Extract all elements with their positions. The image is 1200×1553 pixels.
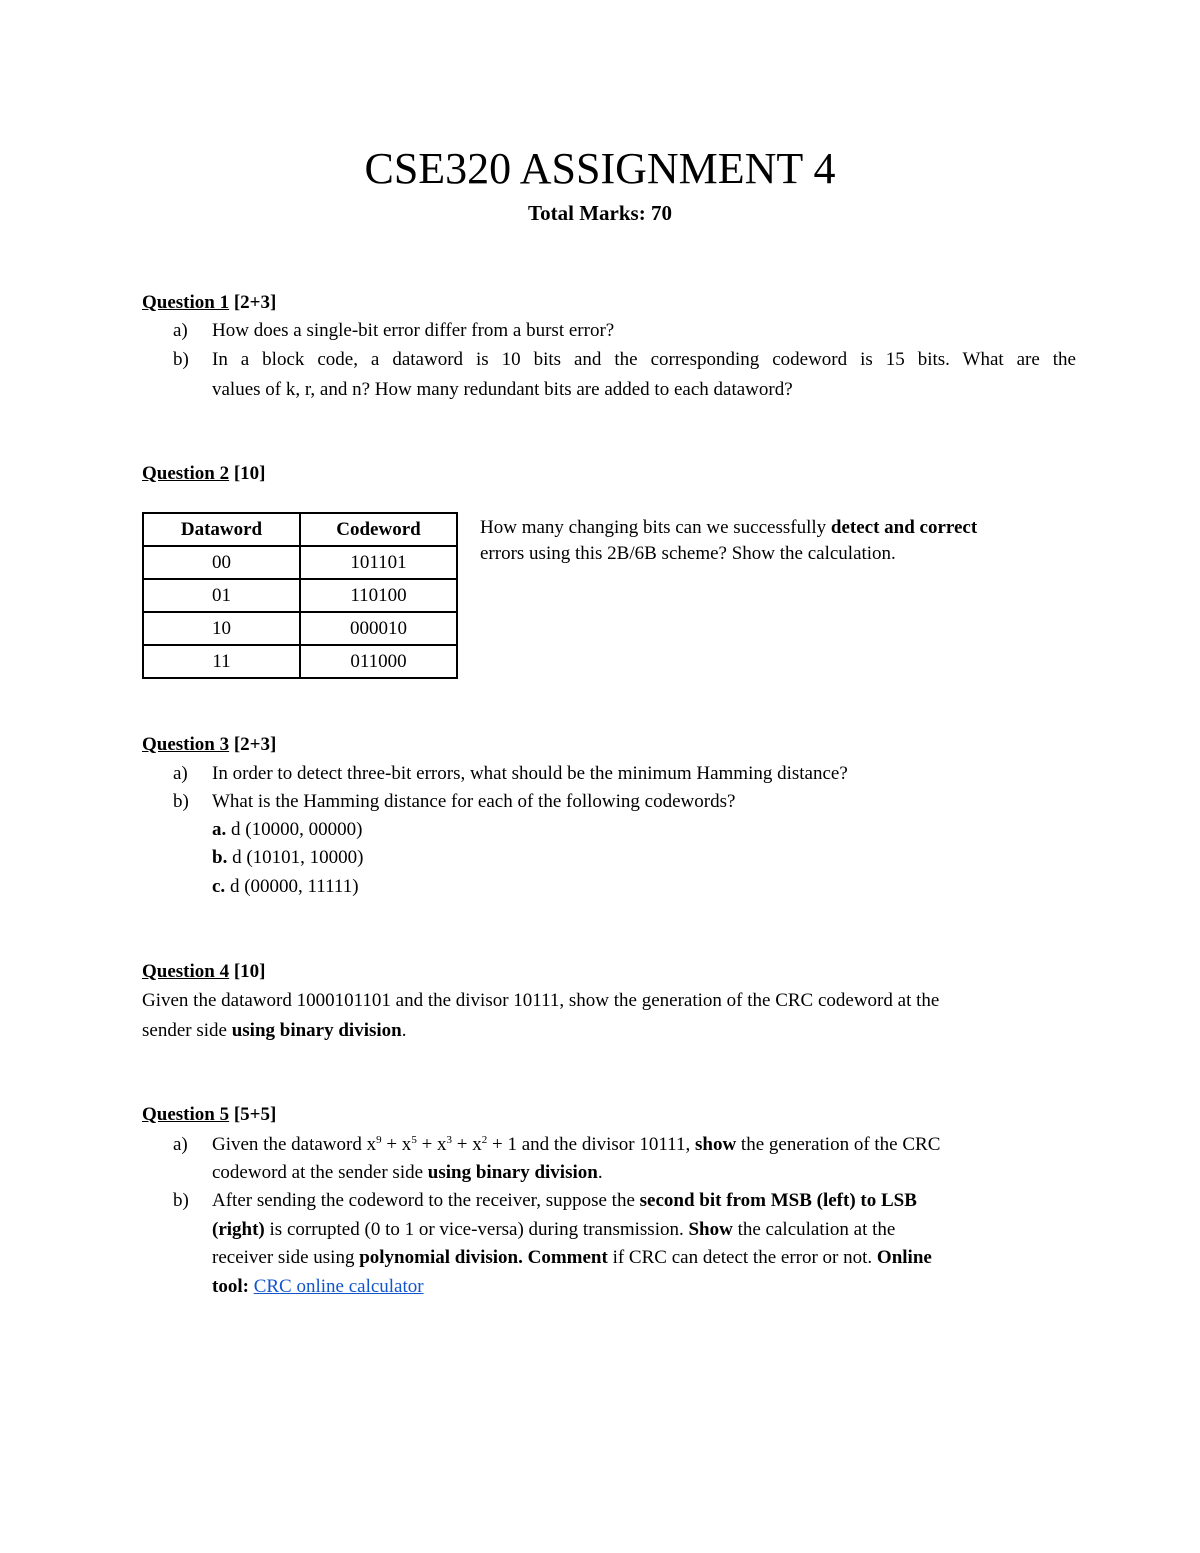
question-5b-text: receiver side using — [212, 1247, 360, 1268]
list-item-text: d (10000, 00000) — [226, 819, 363, 840]
question-2-text: How many changing bits can we successfully — [480, 517, 831, 538]
question-4-text-line2 — [142, 1019, 406, 1043]
exponent: 9 — [376, 1134, 382, 1146]
exponent: 5 — [411, 1134, 417, 1146]
total-marks: Total Marks: 70 — [528, 201, 672, 225]
list-item-label: a. — [212, 819, 227, 840]
list-item — [212, 818, 362, 842]
question-5b-text: After sending the codeword to the receiver, suppose the — [212, 1190, 640, 1211]
question-5b-label: b) — [173, 1190, 189, 1211]
list-item-label: c. — [212, 876, 226, 897]
table-row — [143, 546, 457, 579]
document-title: CSE320 ASSIGNMENT 4 — [364, 144, 836, 193]
codeword-table — [142, 512, 458, 679]
crc-calculator-link[interactable]: CRC online calculator — [253, 1276, 424, 1297]
table-cell: 000010 — [300, 612, 457, 645]
question-5b-text: the calculation at the — [732, 1219, 896, 1240]
question-1a-label: a) — [173, 320, 188, 341]
question-4-marks: [10] — [233, 961, 266, 982]
table-cell: 00 — [143, 546, 300, 579]
question-3-marks: [2+3] — [233, 734, 277, 755]
question-4-period: . — [401, 1020, 407, 1041]
question-5a-period: . — [597, 1162, 603, 1183]
table-header-dataword: Dataword — [143, 513, 300, 546]
question-2-marks: [10] — [233, 463, 266, 484]
question-1a-text: How does a single-bit error differ from a burst error? — [212, 320, 615, 341]
table-header-codeword: Codeword — [300, 513, 457, 546]
question-2-title: Question 2 — [142, 463, 230, 484]
dataword-text: Given the dataword x — [212, 1134, 377, 1155]
tool-label: tool: — [212, 1276, 249, 1297]
polynomial-term: + x — [381, 1134, 412, 1155]
table-cell: 10 — [143, 612, 300, 645]
question-5b-text-line4 — [212, 1275, 424, 1299]
question-5a-rest: the generation of the CRC — [736, 1134, 941, 1155]
table-row — [143, 645, 457, 678]
question-5b-text: if CRC can detect the error or not. — [607, 1247, 877, 1268]
question-1b-text-line2: values of k, r, and n? How many redundant bits are added to each dataword? — [212, 379, 793, 400]
question-1b-label: b) — [173, 349, 189, 370]
question-1-heading — [142, 291, 276, 315]
table-cell: 01 — [143, 579, 300, 612]
question-2-emphasis: detect and correct — [830, 517, 978, 538]
question-3-heading — [142, 733, 276, 757]
question-5b-emphasis: polynomial division. — [359, 1247, 523, 1268]
list-item-label: b. — [212, 847, 228, 868]
question-5b-emphasis: second bit from MSB (left) to LSB — [639, 1190, 917, 1211]
question-4-heading — [142, 960, 266, 984]
question-5-marks: [5+5] — [233, 1104, 277, 1125]
question-1-title: Question 1 — [142, 292, 230, 313]
table-header-row — [143, 513, 457, 546]
table-cell: 101101 — [300, 546, 457, 579]
question-2-text-line1 — [480, 516, 977, 540]
exponent: 2 — [481, 1134, 488, 1146]
question-5b-text-line1 — [212, 1189, 917, 1213]
question-5b-emphasis: (right) — [212, 1219, 265, 1240]
list-item-text: d (00000, 11111) — [225, 876, 359, 897]
show-emphasis: show — [694, 1134, 737, 1155]
table-row — [143, 579, 457, 612]
question-3a-label: a) — [173, 763, 188, 784]
table-cell: 11 — [143, 645, 300, 678]
question-1-marks: [2+3] — [233, 292, 277, 313]
question-4-emphasis: using binary division — [231, 1020, 402, 1041]
question-5a-label: a) — [173, 1134, 188, 1155]
question-5b-text-line3 — [212, 1246, 932, 1270]
table-cell: 110100 — [300, 579, 457, 612]
question-2-text-line2: errors using this 2B/6B scheme? Show the calculation. — [480, 543, 896, 564]
list-item — [212, 846, 363, 870]
question-3a-text: In order to detect three-bit errors, what should be the minimum Hamming distance? — [212, 763, 848, 784]
question-3b-label: b) — [173, 791, 189, 812]
question-5a-text-line2 — [212, 1161, 603, 1185]
question-4-text-line1: Given the dataword 1000101101 and the divisor 10111, show the generation of the CRC codeword at the — [142, 990, 940, 1011]
online-emphasis: Online — [876, 1247, 932, 1268]
list-item-text: d (10101, 10000) — [227, 847, 364, 868]
table-row — [143, 612, 457, 645]
question-5a-emphasis: using binary division — [427, 1162, 598, 1183]
polynomial-term: + x — [452, 1134, 482, 1155]
divisor-text: + 1 and the divisor 10111, — [487, 1134, 695, 1155]
question-5-title: Question 5 — [142, 1104, 230, 1125]
question-4-title: Question 4 — [142, 961, 230, 982]
question-5-heading — [142, 1103, 276, 1127]
question-5b-text-line2 — [212, 1218, 895, 1242]
question-5a-text-line1 — [212, 1133, 940, 1157]
question-3b-text: What is the Hamming distance for each of the following codewords? — [212, 791, 736, 812]
exponent: 3 — [446, 1134, 453, 1146]
question-4-text: sender side — [142, 1020, 232, 1041]
question-1b-text-line1: In a block code, a dataword is 10 bits and the corresponding codeword is 15 bits. What are the — [212, 349, 1076, 370]
table-cell: 011000 — [300, 645, 457, 678]
question-3-title: Question 3 — [142, 734, 230, 755]
comment-emphasis: Comment — [527, 1247, 608, 1268]
list-item — [212, 875, 359, 899]
question-5a-text: codeword at the sender side — [212, 1162, 428, 1183]
polynomial-term: + x — [416, 1134, 447, 1155]
question-2-heading — [142, 462, 266, 486]
show-emphasis: Show — [688, 1219, 733, 1240]
question-5b-text: is corrupted (0 to 1 or vice-versa) during transmission. — [264, 1219, 689, 1240]
